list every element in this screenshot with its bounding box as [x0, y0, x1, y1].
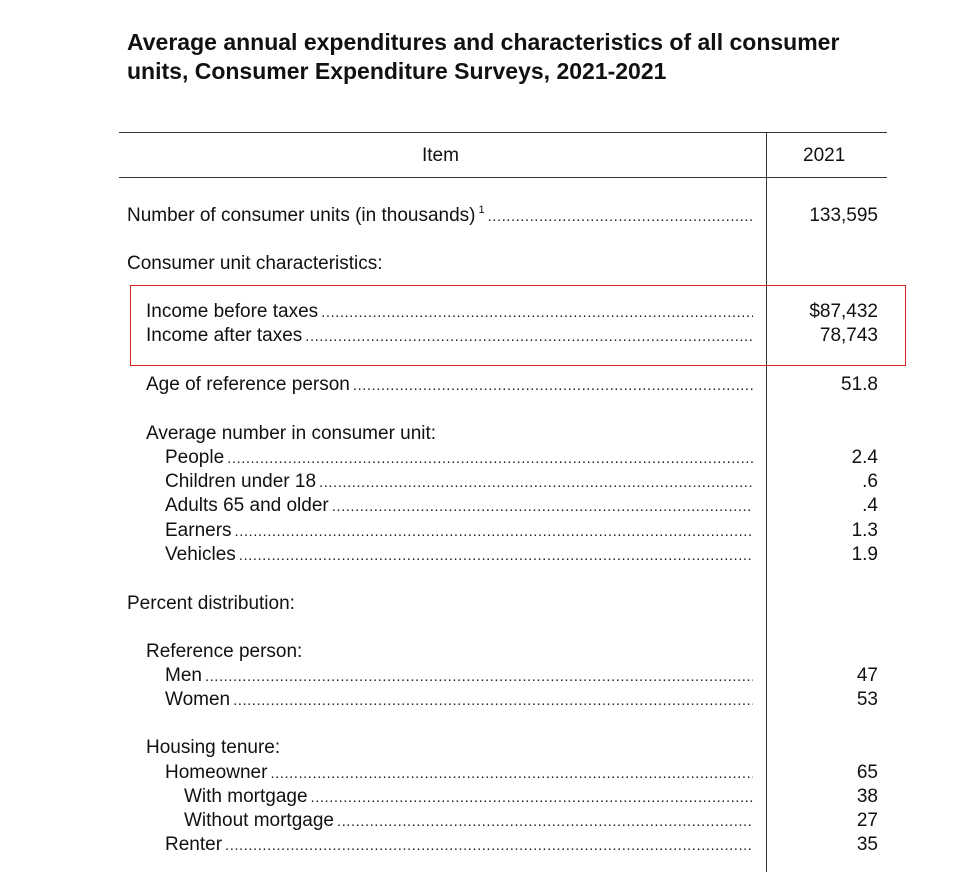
row-value: 53: [856, 689, 878, 710]
row-label: Reference person:: [146, 640, 305, 664]
row-label: Income before taxes: [146, 300, 321, 324]
row-label: Number of consumer units (in thousands): [127, 204, 479, 228]
leader-dots: [311, 786, 753, 810]
row-label: With mortgage: [184, 785, 311, 809]
income-highlight-box: [130, 285, 906, 366]
row-label: Without mortgage: [184, 809, 337, 833]
section-heading: [0, 640, 960, 664]
row-label: Vehicles: [165, 543, 239, 567]
leader-dots: [488, 205, 753, 229]
leader-dots: [235, 520, 753, 544]
row-label: Housing tenure:: [146, 736, 283, 760]
row-label: Consumer unit characteristics:: [127, 252, 386, 276]
row-label: Percent distribution:: [127, 592, 298, 616]
row-label: Adults 65 and older: [165, 494, 332, 518]
section-heading: [0, 252, 960, 276]
section-heading: [0, 736, 960, 760]
leader-dots: [205, 665, 753, 689]
row-value: 51.8: [841, 374, 878, 395]
row-value: 2.4: [851, 447, 878, 468]
leader-dots: [233, 689, 753, 713]
row-value: 47: [856, 665, 878, 686]
row-value: 1.9: [851, 544, 878, 565]
row-label: Men: [165, 664, 205, 688]
row-value: 27: [856, 810, 878, 831]
row-value: 35: [856, 834, 878, 855]
row-label: Homeowner: [165, 761, 270, 785]
table-row: [0, 494, 960, 518]
row-value: 65: [856, 762, 878, 783]
row-value: 78,743: [819, 325, 878, 346]
section-heading: [0, 422, 960, 446]
header-year: 2021: [803, 145, 846, 166]
row-label: Average number in consumer unit:: [146, 422, 439, 446]
table-row: [0, 204, 960, 228]
header-item: Item: [422, 145, 459, 166]
row-value: 38: [856, 786, 878, 807]
leader-dots: [337, 810, 753, 834]
leader-dots: [319, 471, 753, 495]
table-row: [0, 809, 960, 833]
leader-dots: [353, 374, 753, 398]
table-row: [0, 373, 960, 397]
row-value: $87,432: [809, 301, 878, 322]
row-label: Age of reference person: [146, 373, 353, 397]
table-row: [0, 833, 960, 857]
section-heading: [0, 592, 960, 616]
footnote-marker: 1: [478, 204, 485, 216]
row-label: Renter: [165, 833, 225, 857]
row-label: Earners: [165, 519, 235, 543]
leader-dots: [270, 762, 753, 786]
table-row: [0, 446, 960, 470]
table-row: [0, 761, 960, 785]
header-rule: [119, 177, 887, 178]
leader-dots: [225, 834, 753, 858]
table-row: [0, 688, 960, 712]
table-row: [0, 470, 960, 494]
row-value: .6: [862, 471, 878, 492]
table-row: [0, 519, 960, 543]
row-label: People: [165, 446, 227, 470]
row-label: Children under 18: [165, 470, 319, 494]
leader-dots: [227, 447, 753, 471]
row-value: 1.3: [851, 520, 878, 541]
table-row: [0, 664, 960, 688]
table-row: [0, 543, 960, 567]
row-label: Women: [165, 688, 233, 712]
leader-dots: [332, 495, 753, 519]
row-value: 133,595: [809, 205, 878, 226]
top-rule: [119, 132, 887, 133]
row-value: .4: [862, 495, 878, 516]
row-label: Income after taxes: [146, 324, 305, 348]
leader-dots: [239, 544, 753, 568]
table-row: [0, 785, 960, 809]
table-title: Average annual expenditures and characteristics of all consumer units, Consumer Expenditure Surveys, 2021-2021: [127, 29, 840, 84]
